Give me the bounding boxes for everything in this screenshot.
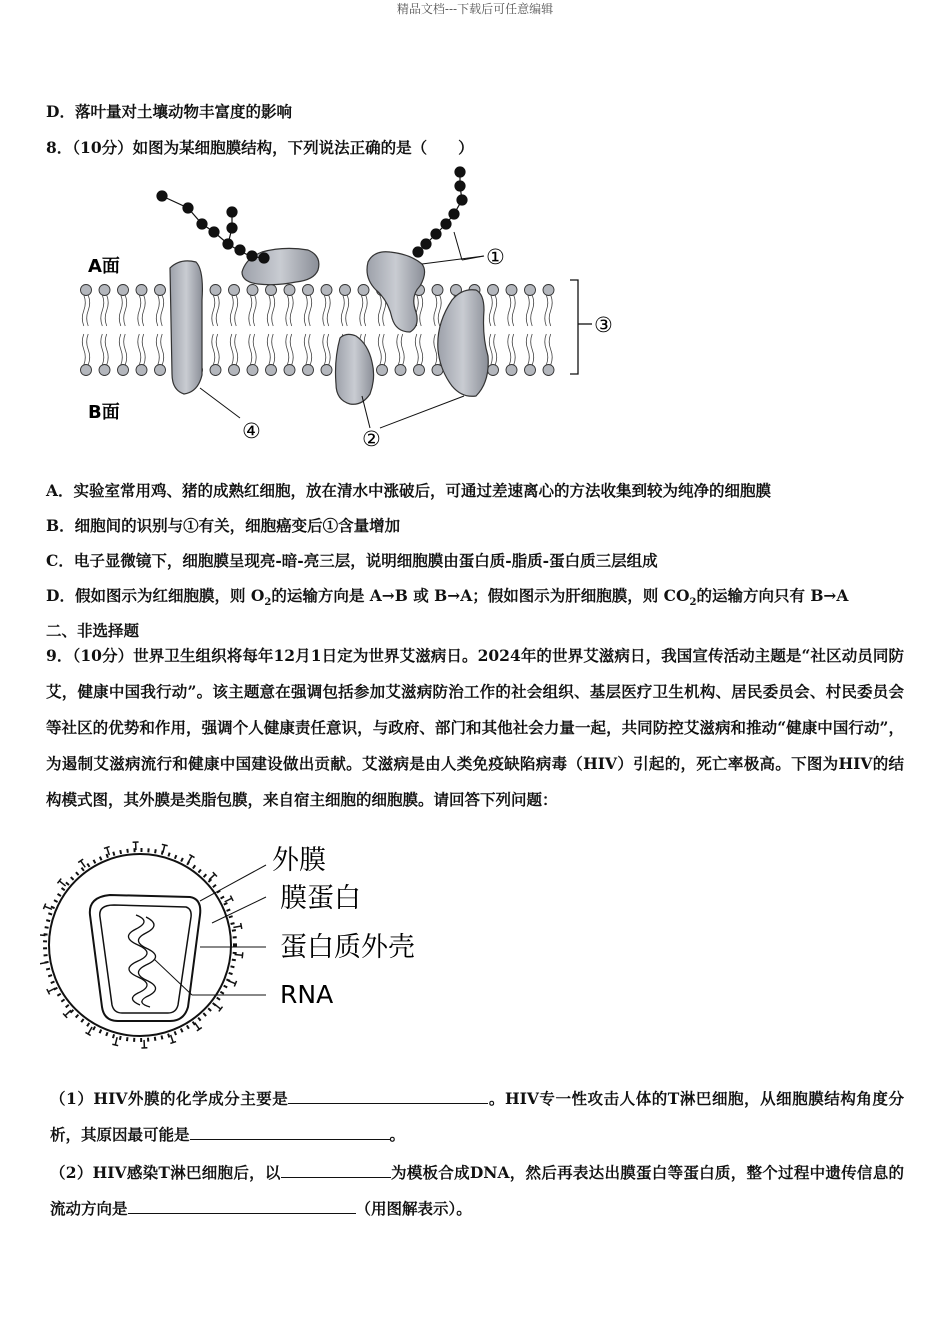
sugar-chain-right	[413, 167, 467, 257]
cell-membrane-figure	[70, 160, 640, 450]
q9-sub1: （1）HIV外膜的化学成分主要是 。HIV专一性攻击人体的T淋巴细胞，从细胞膜结构角度分析，其原因最可能是 。	[50, 1089, 904, 1144]
side-a-label: A面	[88, 256, 120, 277]
protein-2-left	[336, 334, 374, 404]
q8-option-d: D．假如图示为红细胞膜，则 $O_2$的运输方向是 A→B 或 B→A；假如图示为肝细胞膜，则 $CO_2$的运输方向只有 B→A	[46, 586, 849, 609]
side-b-label: B面	[88, 402, 120, 423]
label-1: ①	[486, 245, 505, 269]
label-envelope: 外膜	[272, 845, 326, 876]
q8-option-b: B．细胞间的识别与①有关，细胞癌变后①含量增加	[46, 516, 401, 535]
protein-2-right	[438, 290, 488, 397]
sugar-chain-left	[157, 191, 269, 263]
capsid-outer	[90, 895, 200, 1021]
section-heading: 二、非选择题	[46, 621, 140, 640]
q8-option-c: C．电子显微镜下，细胞膜呈现亮-暗-亮三层，说明细胞膜由蛋白质-脂质-蛋白质三层组成	[46, 551, 658, 570]
answer-blank-3[interactable]	[281, 1161, 391, 1178]
label-rna: RNA	[280, 980, 334, 1009]
label-4: ④	[242, 419, 261, 443]
label-capsid: 蛋白质外壳	[280, 932, 415, 963]
q7-option-d: D．落叶量对土壤动物丰富度的影响	[46, 102, 292, 121]
rna-strand-1	[128, 915, 147, 1005]
label-membrane-protein: 膜蛋白	[280, 883, 361, 914]
q9-sub2: （2）HIV感染T淋巴细胞后，以 为模板合成DNA，然后再表达出膜蛋白等蛋白质，整个过程中遗传信息的流动方向是 （用图解表示）。	[50, 1163, 904, 1218]
hiv-structure-figure	[40, 835, 440, 1060]
label-3: ③	[594, 313, 613, 337]
q9-stem: 9．（10分）世界卫生组织将每年12月1日定为世界艾滋病日。2024年的世界艾滋病日，我国宣传活动主题是“社区动员同防艾，健康中国我行动”。该主题意在强调包括参加艾滋病防治工作的社会组织、基层医疗卫生机构、居民委员会、村民委员会等社区的优势和作用，强调个人健康责任意识，与政府、部门和其他社会力量一起，共同防控艾滋病和推动“健康中国行动”，为遏制艾滋病流行和健康中国建设做出贡献。艾滋病是由人类免疫缺陷病毒（HIV）引起的，死亡率极高。下图为HIV的结构模式图，其外膜是类脂包膜，来自宿主细胞的细胞膜。请回答下列问题：	[46, 646, 904, 809]
q8-option-a: A．实验室常用鸡、猪的成熟红细胞，放在清水中涨破后，可通过差速离心的方法收集到较为纯净的细胞膜	[46, 481, 772, 500]
rna-strand-2	[138, 917, 155, 1007]
page-header: 精品文档---下载后可任意编辑	[396, 2, 554, 16]
answer-blank-2[interactable]	[190, 1123, 390, 1140]
glycoprotein-body	[367, 252, 425, 332]
label-2: ②	[362, 427, 381, 450]
answer-blank-1[interactable]	[288, 1087, 488, 1104]
protein-4	[170, 261, 202, 394]
q8-stem: 8．（10分）如图为某细胞膜结构，下列说法正确的是（ ）	[46, 138, 474, 157]
answer-blank-4[interactable]	[128, 1197, 356, 1214]
